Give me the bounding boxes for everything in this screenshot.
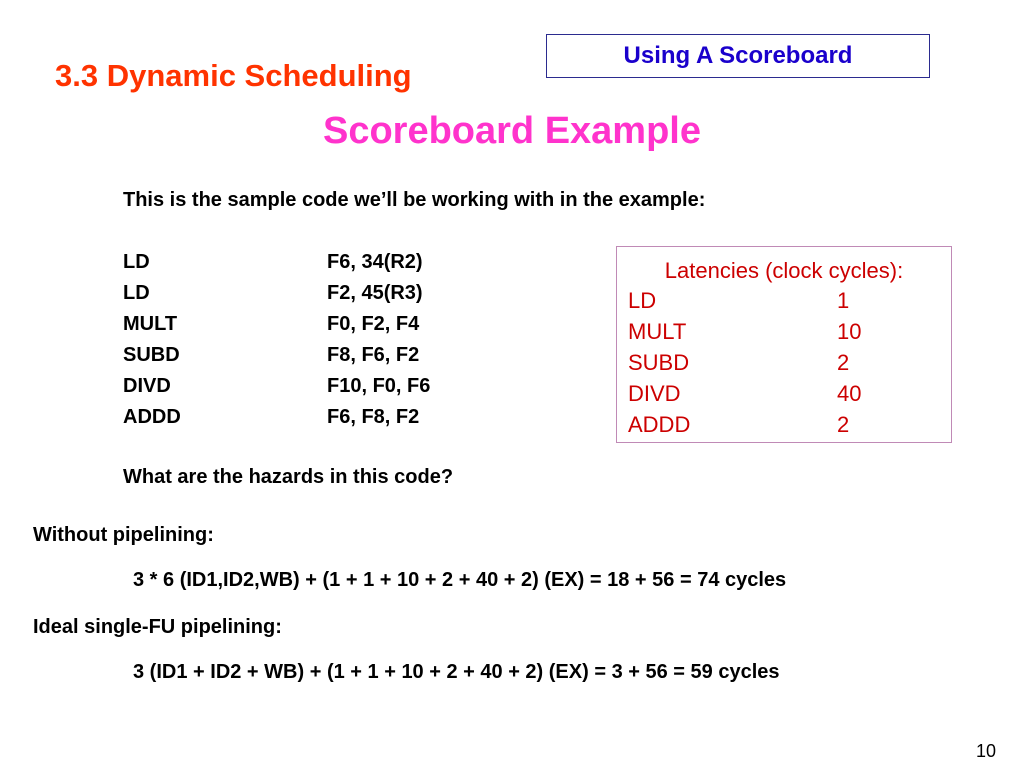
code-operands: F8, F6, F2 [327,344,420,366]
latency-cycles: 2 [837,350,850,375]
code-line [123,406,523,437]
latency-cycles: 10 [837,319,862,344]
latency-row [628,381,928,412]
latency-row [628,412,928,443]
latency-row [628,288,928,319]
latency-unit: DIVD [628,381,681,406]
latency-row [628,319,928,350]
code-line [123,251,523,282]
code-opcode: LD [123,282,150,304]
latency-unit: SUBD [628,350,690,375]
latency-unit: LD [628,288,657,313]
topic-label-box [546,34,930,78]
ideal-pipelining-formula: 3 (ID1 + ID2 + WB) + (1 + 1 + 10 + 2 + 40 + 2) (EX) = 3 + 56 = 59 cycles [133,661,780,683]
latency-unit: MULT [628,319,687,344]
ideal-pipelining-label: Ideal single-FU pipelining: [33,616,282,638]
slide-title: Scoreboard Example [322,110,702,152]
code-operands: F6, F8, F2 [327,406,420,428]
code-line [123,344,523,375]
page-number: 10 [976,741,997,761]
section-title: 3.3 Dynamic Scheduling [55,58,412,93]
latency-cycles: 1 [837,288,850,313]
code-operands: F10, F0, F6 [327,375,431,397]
code-opcode: MULT [123,313,178,335]
without-pipelining-label: Without pipelining: [33,524,214,546]
latency-cycles: 2 [837,412,850,437]
latency-unit: ADDD [628,412,691,437]
code-line [123,282,523,313]
latency-row [628,350,928,381]
code-line [123,313,523,344]
topic-label: Using A Scoreboard [623,42,853,69]
intro-text: This is the sample code we’ll be working with in the example: [123,189,706,211]
hazards-question: What are the hazards in this code? [123,466,454,488]
code-operands: F6, 34(R2) [327,251,423,273]
code-operands: F0, F2, F4 [327,313,420,335]
code-opcode: LD [123,251,150,273]
code-opcode: SUBD [123,344,180,366]
code-opcode: ADDD [123,406,181,428]
latency-rows [628,288,928,443]
latency-cycles: 40 [837,381,862,406]
latency-table [616,246,952,443]
code-opcode: DIVD [123,375,171,397]
without-pipelining-formula: 3 * 6 (ID1,ID2,WB) + (1 + 1 + 10 + 2 + 40 + 2) (EX) = 18 + 56 = 74 cycles [133,569,787,591]
code-listing [123,251,523,437]
code-line [123,375,523,406]
code-operands: F2, 45(R3) [327,282,423,304]
latency-table-title: Latencies (clock cycles): [664,258,904,283]
